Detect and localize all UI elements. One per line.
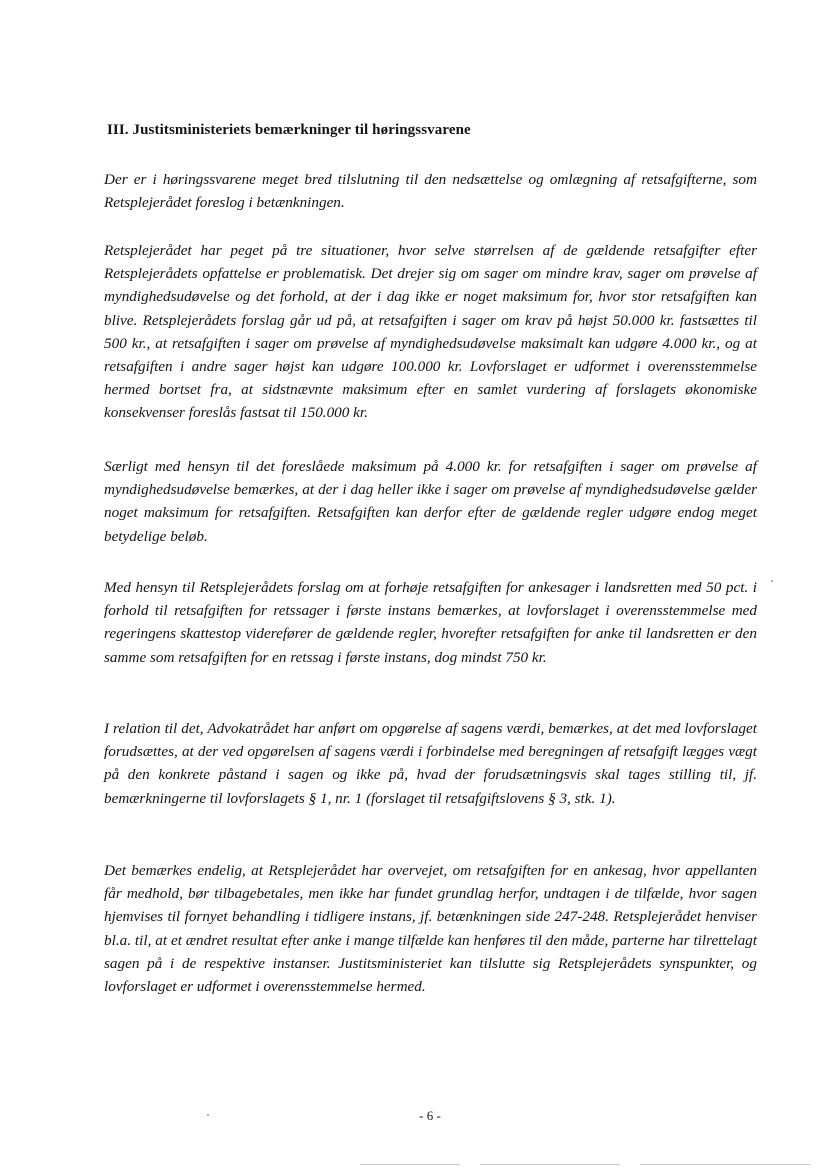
paragraph-2: Retsplejerådet har peget på tre situationer, hvor selve størrelsen af de gældende retsafgifter efter Retsplejerådets opfattelse er problematisk. Det drejer sig om sager om mindre krav, sager om prøvelse af myndighedsudøvelse og det forhold, at der i dag ikke er noget maksimum for, hvor stor retsafgiften kan blive. Retsplejerådets forslag går ud på, at retsafgiften i sager om krav på højst 50.000 kr. fastsættes til 500 kr., at retsafgiften i sager om prøvelse af myndighedsudøvelse maksimalt kan udgøre 4.000 kr., og at retsafgiften i andre sager højst kan udgøre 100.000 kr. Lovforslaget er udformet i overensstemmelse hermed bortset fra, at sidstnævnte maksimum efter en samlet vurdering af forslagets økonomiske konsekvenser foreslås fastsat til 150.000 kr. (104, 242, 757, 422)
scan-edge-mark (360, 1164, 460, 1165)
page-number: - 6 - (419, 1108, 441, 1123)
scan-speck (207, 1114, 209, 1116)
paragraph-1: Der er i høringssvarene meget bred tilslutning til den nedsættelse og omlægning af retsafgifterne, som Retsplejerådet foreslog i betænkningen. (104, 171, 757, 212)
section-heading: III. Justitsministeriets bemærkninger til høringssvarene (107, 122, 471, 138)
paragraph-3: Særligt med hensyn til det foreslåede maksimum på 4.000 kr. for retsafgiften i sager om prøvelse af myndighedsudøvelse bemærkes, at der i dag heller ikke i sager om prøvelse af myndighedsudøvelse gælder noget maksimum for retsafgiften. Retsafgiften kan derfor efter de gældende regler udgøre endog meget betydelige beløb. (104, 458, 757, 545)
paragraph-5: I relation til det, Advokatrådet har anført om opgørelse af sagens værdi, bemærkes, at det med lovforslaget forudsættes, at der ved opgørelsen af sagens værdi i forbindelse med beregningen af retsafgift lægges vægt på den konkrete påstand i sagen og ikke på, hvad der forudsætningsvis skal tages stilling til, jf. bemærkningerne til lovforslagets § 1, nr. 1 (forslaget til retsafgiftslovens § 3, stk. 1). (104, 720, 757, 807)
paragraph-4: Med hensyn til Retsplejerådets forslag om at forhøje retsafgiften for ankesager i landsretten med 50 pct. i forhold til retsafgiften for retssager i første instans bemærkes, at lovforslaget i overensstemmelse med regeringens skattestop viderefører de gældende regler, hvorefter retsafgiften for anke til landsretten er den samme som retsafgiften for en retssag i første instans, dog mindst 750 kr. (104, 579, 757, 666)
scan-speck (771, 580, 773, 582)
scan-edge-mark (480, 1164, 620, 1165)
paragraph-6: Det bemærkes endelig, at Retsplejerådet har overvejet, om retsafgiften for en ankesag, hvor appellanten får medhold, bør tilbagebetales, men ikke har fundet grundlag herfor, undtagen i de tilfælde, hvor sagen hjemvises til fornyet behandling i tidligere instans, jf. betænkningen side 247-248. Retsplejerådet henviser bl.a. til, at et ændret resultat efter anke i mange tilfælde kan henføres til den måde, parterne har tilrettelagt sagen på i de respektive instanser. Justitsministeriet kan tilslutte sig Retsplejerådets synspunkter, og lovforslaget er udformet i overensstemmelse hermed. (104, 862, 757, 996)
scan-edge-mark (640, 1164, 810, 1165)
